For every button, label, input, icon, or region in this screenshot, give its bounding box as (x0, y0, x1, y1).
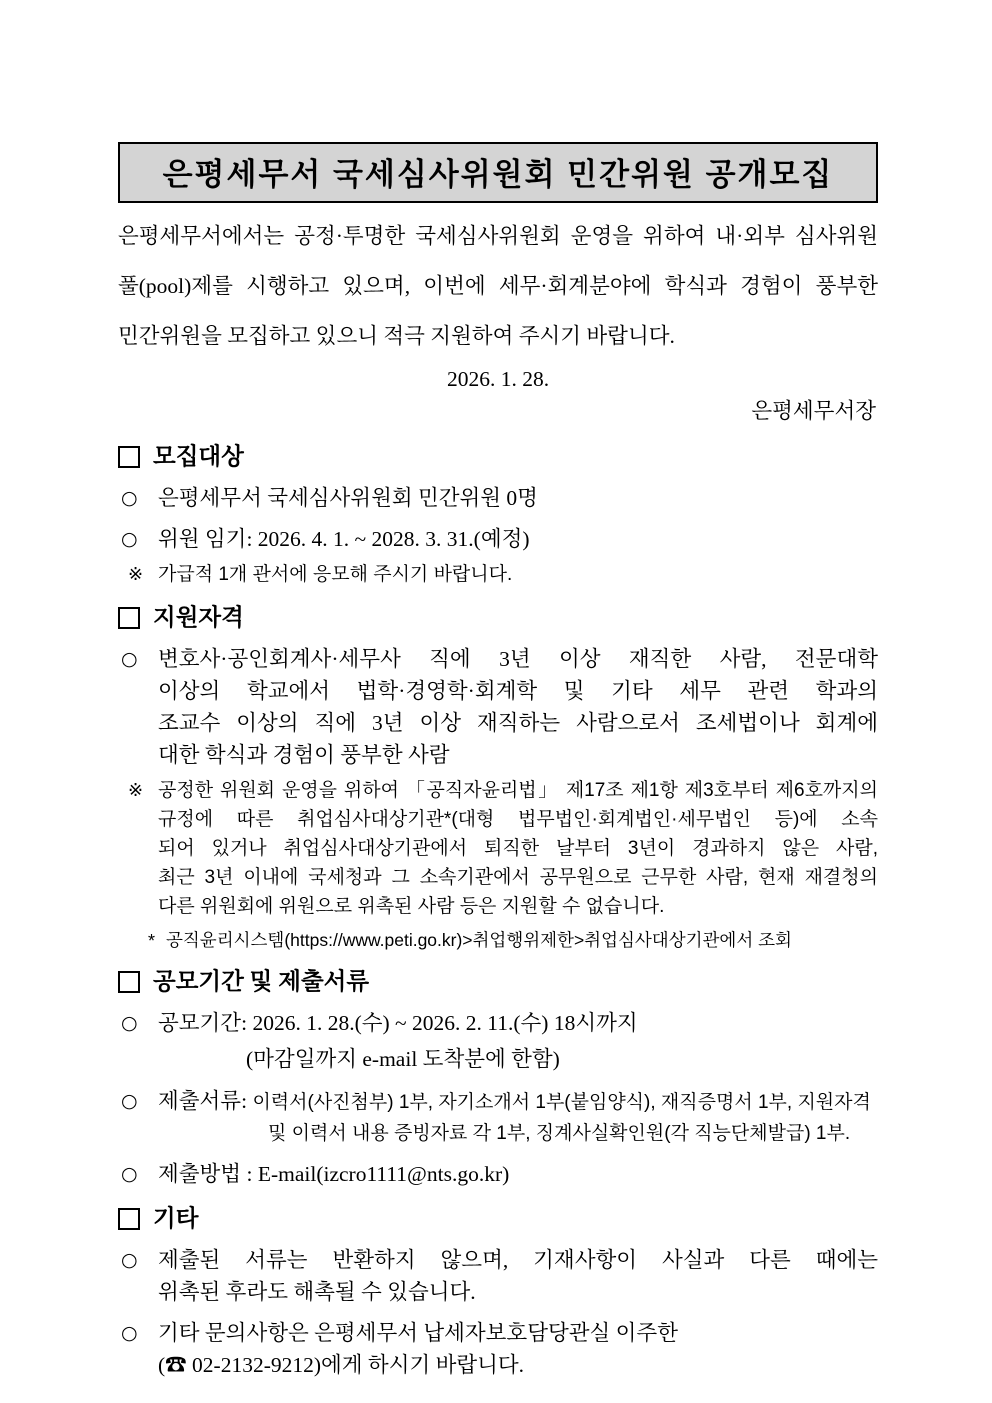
recruit-note-text: 가급적 1개 관서에 응모해 주시기 바랍니다. (158, 564, 513, 585)
qualification-line: 이상의 학교에서 법학·경영학·회계학 및 기타 세무 관련 학과의 (158, 679, 878, 703)
document-title-box (118, 142, 878, 203)
ethics-system-footnote (118, 928, 878, 953)
etc-contact-phone-line: (☎ 02-2132-9212)에게 하시기 바랍니다. (158, 1353, 525, 1377)
etc-return-line: 위촉된 후라도 해촉될 수 있습니다. (158, 1280, 476, 1304)
section-heading-row (118, 966, 878, 998)
qualification-item (118, 643, 878, 771)
intro-line: 풀(pool)제를 시행하고 있으며, 이번에 세무·회계분야에 학식과 경험이 풍부한 (118, 274, 878, 298)
submission-method-label: 제출방법 : (158, 1162, 253, 1186)
section-heading: 공모기간 및 제출서류 (153, 969, 370, 995)
section-heading: 지원자격 (153, 605, 244, 631)
submission-email: E-mail(izcro1111@nts.go.kr) (257, 1162, 510, 1186)
document-signer: 은평세무서장 (751, 399, 876, 423)
recruit-count-text: 은평세무서 국세심사위원회 민간위원 0명 (158, 486, 538, 510)
application-period-item (118, 1007, 878, 1039)
square-bullet-icon (118, 971, 140, 993)
intro-line: 민간위원을 모집하고 있으니 적극 지원하여 주시기 바랍니다. (118, 324, 675, 348)
reference-mark-icon: ※ (128, 564, 144, 584)
reference-mark-icon: ※ (128, 780, 144, 800)
term-item (118, 523, 878, 555)
circle-bullet-icon: ○ (121, 487, 138, 509)
intro-line: 은평세무서에서는 공정·투명한 국세심사위원회 운영을 위하여 내·외부 심사위원 (118, 224, 878, 248)
document-title: 은평세무서 국세심사위원회 민간위원 공개모집 (162, 157, 834, 192)
etc-contact-line: 기타 문의사항은 은평세무서 납세자보호담당관실 이주한 (158, 1321, 678, 1345)
application-period-label: 공모기간: (158, 1011, 248, 1035)
ethics-system-footnote-text: 공직윤리시스템(https://www.peti.go.kr)>취업행위제한>취업심사대상기관에서 조회 (166, 930, 792, 950)
section-period-and-documents (118, 966, 878, 1190)
recruit-count-item (118, 482, 878, 514)
application-period-value: 2026. 1. 28.(수) ~ 2026. 2. 11.(수) 18시까지 (252, 1011, 638, 1035)
etc-return-line: 제출된 서류는 반환하지 않으며, 기재사항이 사실과 다른 때에는 (158, 1248, 878, 1272)
section-heading: 기타 (153, 1206, 199, 1232)
section-heading: 모집대상 (153, 444, 244, 470)
qualification-note-line: 다른 위원회에 위원으로 위촉된 사람 등은 지원할 수 없습니다. (158, 896, 665, 917)
required-documents-line: 이력서(사진첨부) 1부, 자기소개서 1부(붙임양식), 재직증명서 1부, 지원자격 (252, 1092, 871, 1113)
circle-bullet-icon: ○ (121, 1090, 138, 1112)
qualification-note-line: 규정에 따른 취업심사대상기관*(대형 법무법인·회계법인·세무법인 등)에 소속 (158, 809, 878, 830)
qualification-line: 대한 학식과 경험이 풍부한 사람 (158, 743, 450, 767)
required-documents-item (118, 1085, 878, 1119)
section-etc (118, 1203, 878, 1381)
section-heading-row (118, 1203, 878, 1235)
circle-bullet-icon: ○ (121, 1012, 138, 1034)
intro-paragraph (118, 211, 878, 361)
section-recruit-target (118, 441, 878, 589)
square-bullet-icon (118, 446, 140, 468)
qualification-note-line: 되어 있거나 취업심사대상기관에서 퇴직한 날부터 3년이 경과하지 않은 사람, (158, 838, 878, 859)
circle-bullet-icon: ○ (121, 648, 138, 670)
square-bullet-icon (118, 607, 140, 629)
section-qualification (118, 602, 878, 953)
circle-bullet-icon: ○ (121, 1163, 138, 1185)
recruit-note (118, 560, 878, 589)
asterisk-icon: * (148, 931, 156, 951)
circle-bullet-icon: ○ (121, 1322, 138, 1344)
required-documents-line: 및 이력서 내용 증빙자료 각 1부, 징계사실확인원(각 직능단체발급) 1부. (268, 1123, 851, 1144)
period-deadline-note: (마감일까지 e-mail 도착분에 한함) (246, 1047, 560, 1071)
square-bullet-icon (118, 1208, 140, 1230)
qualification-note (118, 776, 878, 921)
qualification-note-line: 공정한 위원회 운영을 위하여 「공직자윤리법」 제17조 제1항 제3호부터 제6호까지의 (158, 780, 878, 801)
required-documents-label: 제출서류: (158, 1089, 248, 1113)
qualification-line: 변호사·공인회계사·세무사 직에 3년 이상 재직한 사람, 전문대학 (158, 647, 878, 671)
section-heading-row (118, 602, 878, 634)
circle-bullet-icon: ○ (121, 528, 138, 550)
circle-bullet-icon: ○ (121, 1249, 138, 1271)
etc-return-item (118, 1244, 878, 1308)
qualification-note-line: 최근 3년 이내에 국세청과 그 소속기관에서 공무원으로 근무한 사람, 현재 재결청의 (158, 867, 878, 888)
document-date: 2026. 1. 28. (446, 367, 550, 391)
qualification-line: 조교수 이상의 직에 3년 이상 재직하는 사람으로서 조세법이나 회계에 (158, 711, 878, 735)
term-text: 위원 임기: 2026. 4. 1. ~ 2028. 3. 31.(예정) (158, 527, 530, 551)
section-heading-row (118, 441, 878, 473)
submission-method-item (118, 1158, 878, 1190)
etc-contact-item (118, 1317, 878, 1381)
